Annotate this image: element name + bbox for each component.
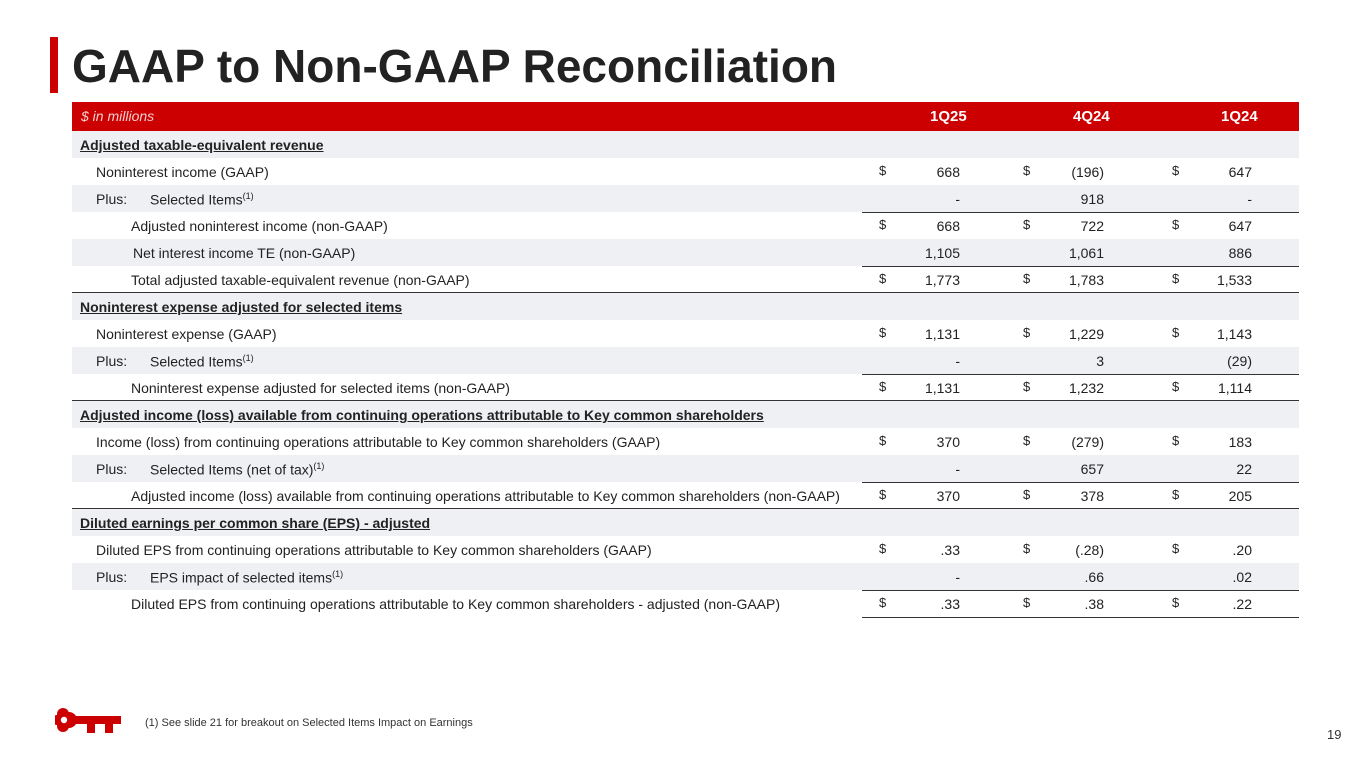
unit-label: $ in millions bbox=[81, 108, 155, 124]
table-row: Adjusted noninterest income (non-GAAP) $ 668 $ 722 $ 647 bbox=[131, 217, 1252, 234]
table-row: Net interest income TE (non-GAAP) 1,105 1,061 886 bbox=[72, 239, 1299, 266]
table-header bbox=[72, 102, 1299, 131]
table-row: Plus: Selected Items$^{(1)}$ - 3 (29) bbox=[72, 347, 1299, 374]
section-header: Adjusted income (loss) available from continuing operations attributable to Key common shareholders bbox=[72, 401, 1299, 428]
page-title: GAAP to Non-GAAP Reconciliation bbox=[72, 40, 838, 92]
table-row: Plus: Selected Items (net of tax)$^{(1)}$ - 657 22 bbox=[72, 455, 1299, 482]
table-row: Noninterest income (GAAP) $ 668 $ (196) $ 647 bbox=[96, 163, 1252, 180]
page-number: 19 bbox=[1327, 727, 1342, 742]
table-row: Diluted EPS from continuing operations attributable to Key common shareholders - adjusted (non-GAAP) $ .33 $ .38 $ .22 bbox=[72, 590, 1299, 617]
table-row: Income (loss) from continuing operations attributable to Key common shareholders (GAAP) $ 370 $ (279) $ 183 bbox=[96, 433, 1252, 450]
reconciliation-table bbox=[72, 102, 1299, 617]
table-row: Plus: Selected Items$^{(1)}$ - 918 - bbox=[72, 185, 1299, 212]
section-header: Adjusted taxable-equivalent revenue bbox=[72, 131, 1299, 158]
col-header-1q24: 1Q24 bbox=[1221, 108, 1258, 125]
table-row: Plus: EPS impact of selected items$^{(1)}$ - .66 .02 bbox=[72, 563, 1299, 590]
table-row: Noninterest expense (GAAP) $ 1,131 $ 1,229 $ 1,143 bbox=[96, 325, 1252, 342]
table-row: Total adjusted taxable-equivalent revenue (non-GAAP) $ 1,773 $ 1,783 $ 1,533 bbox=[72, 266, 1299, 293]
title-accent-bar bbox=[50, 37, 58, 93]
col-header-4q24: 4Q24 bbox=[1073, 108, 1110, 125]
table-row: Adjusted income (loss) available from continuing operations attributable to Key common shareholders (non-GAAP) $ 370 $ 378 $ 205 bbox=[72, 482, 1299, 509]
key-logo-icon bbox=[55, 705, 125, 735]
footnote: (1) See slide 21 for breakout on Selected Items Impact on Earnings bbox=[145, 717, 473, 729]
section-header: Noninterest expense adjusted for selected items bbox=[72, 293, 1299, 320]
section-header: Diluted earnings per common share (EPS) - adjusted bbox=[72, 509, 1299, 536]
col-header-1q25: 1Q25 bbox=[930, 108, 967, 125]
table-row: Diluted EPS from continuing operations attributable to Key common shareholders (GAAP) $ .33 $ (.28) $ .20 bbox=[96, 541, 1252, 558]
table-row: Noninterest expense adjusted for selected items (non-GAAP) $ 1,131 $ 1,232 $ 1,114 bbox=[72, 374, 1299, 401]
